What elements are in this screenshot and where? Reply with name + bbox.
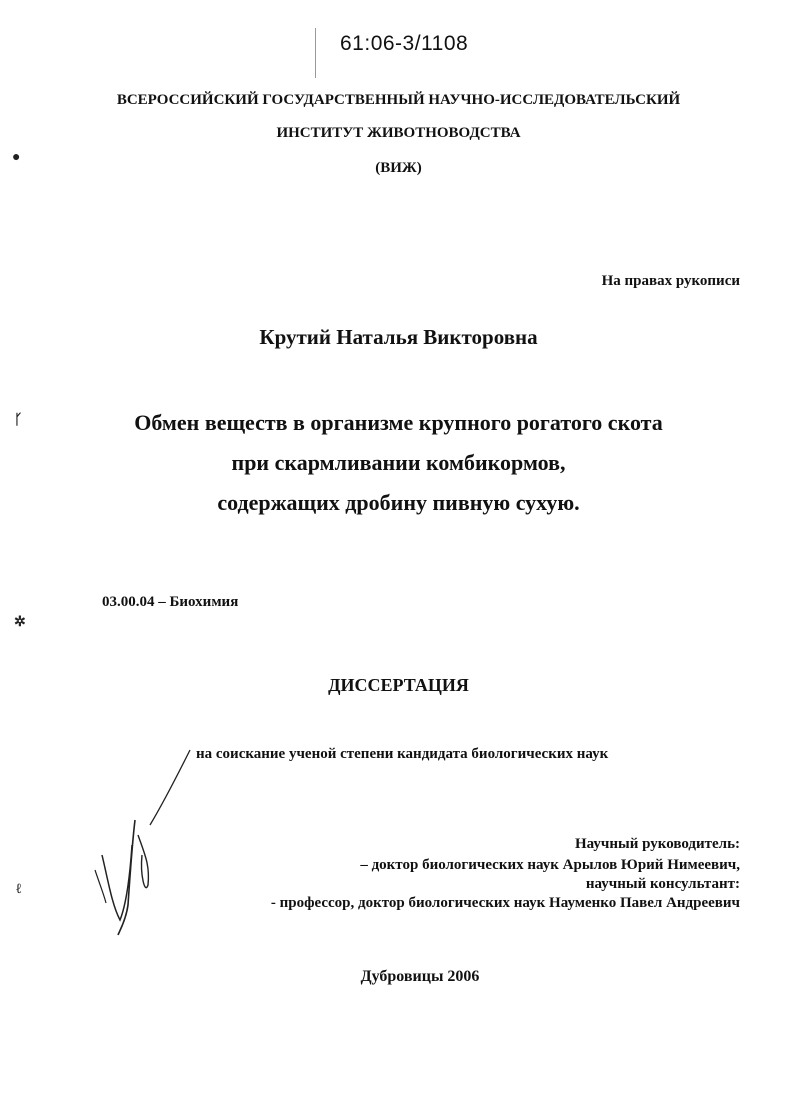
org-line-3: (ВИЖ): [375, 160, 422, 176]
title-line-1: Обмен веществ в организме крупного рогатого скота: [134, 410, 663, 435]
margin-mark-icon: ℓ: [16, 882, 22, 897]
archive-stamp-rule: [315, 28, 316, 78]
org-line-1: ВСЕРОССИЙСКИЙ ГОСУДАРСТВЕННЫЙ НАУЧНО-ИССЛЕДОВАТЕЛЬСКИЙ: [116, 92, 681, 108]
margin-mark-icon: ᚴ: [14, 413, 23, 428]
org-line-2: ИНСТИТУТ ЖИВОТНОВОДСТВА: [276, 125, 521, 141]
consultant-name: - профессор, доктор биологических наук Науменко Павел Андреевич: [270, 895, 740, 911]
archive-code: 61:06-3/1108: [340, 32, 469, 55]
place-year: Дубровицы 2006: [360, 968, 480, 985]
manuscript-note: На правах рукописи: [601, 273, 740, 289]
margin-mark-icon: ●: [12, 150, 21, 165]
degree-line: на соискание ученой степени кандидата биологических наук: [196, 746, 609, 762]
specialty: 03.00.04 – Биохимия: [102, 594, 239, 610]
title-line-3: содержащих дробину пивную сухую.: [217, 490, 580, 515]
consultant-heading: научный консультант:: [585, 876, 740, 892]
author-name: Крутий Наталья Викторовна: [259, 325, 538, 349]
title-line-2: при скармливании комбикормов,: [231, 450, 566, 475]
document-type: ДИССЕРТАЦИЯ: [328, 675, 469, 695]
supervisor-heading: Научный руководитель:: [575, 836, 740, 852]
handwritten-signature-icon: [90, 745, 200, 945]
supervisor-name: – доктор биологических наук Арылов Юрий Нимеевич,: [360, 857, 740, 873]
margin-mark-icon: ✲: [14, 615, 26, 630]
